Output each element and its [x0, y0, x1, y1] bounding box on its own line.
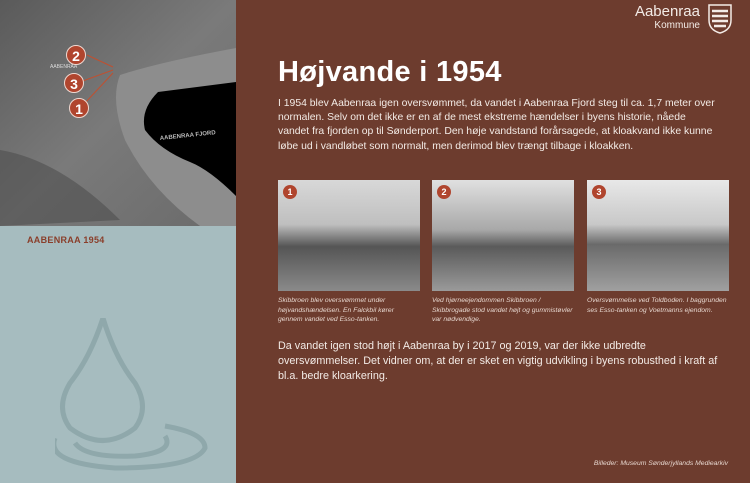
photo-caption-1: Skibbroen blev oversvømmet under højvandshændelsen. En Falckbil kører gennem vandet ved Esso-tanken. — [278, 297, 394, 323]
aabenraa-kommune-logo[interactable] — [635, 4, 732, 34]
photo-2[interactable] — [432, 180, 574, 291]
image-credit: Billeder: Museum Sønderjyllands Mediearkiv — [593, 460, 728, 467]
intro-paragraph: I 1954 blev Aabenraa igen oversvømmet, da vandet i Aabenraa Fjord steg til ca. 1,7 meter over normalen. Selv om det ikke er en af de mest ekstreme hændelser i byens historie, nåede vandet fra fjorden op til Sønderport. Den høje vandstand forårsagede, at kloakvand ikke kunne løbe ud i vandløbet som normalt, men derimod blev trængt tilbage i kloakken. — [278, 98, 715, 152]
brand-sub: Kommune — [654, 20, 700, 31]
photo-3[interactable] — [587, 180, 729, 291]
photo-number: 2 — [437, 185, 451, 199]
page-title: Højvande i 1954 — [278, 56, 502, 88]
map-graphic — [0, 0, 236, 226]
photo-1[interactable] — [278, 180, 420, 291]
town-label: AABENRAA — [50, 64, 78, 70]
photo-caption-2: Ved hjørneejendommen Skibbroen / Skibbrogade stod vandet højt og gummistøvler var nødvendige. — [432, 297, 573, 323]
left-panel — [0, 0, 236, 483]
photo-number: 3 — [592, 185, 606, 199]
photo-number: 1 — [283, 185, 297, 199]
map-caption: AABENRAA 1954 — [27, 235, 105, 245]
water-drop-icon — [55, 318, 215, 478]
fjord-label: AABENRAA FJORD — [159, 130, 217, 142]
photo-caption-3: Oversvømmelse ved Toldboden. I baggrunden ses Esso-tanken og Voetmanns ejendom. — [587, 297, 727, 314]
map-pin-2[interactable]: 2 — [66, 45, 86, 65]
coat-of-arms-icon — [708, 4, 732, 34]
map-pin-3[interactable]: 3 — [64, 73, 84, 93]
outro-paragraph: Da vandet igen stod højt i Aabenraa by i 2017 og 2019, var der ikke udbredte oversvømmelser. Det vidner om, at der er sket en vigtig udvikling i byens robusthed i kraft af bl.a. bedre kloarkering. — [278, 340, 718, 382]
aerial-map — [0, 0, 236, 226]
map-pin-1[interactable]: 1 — [69, 98, 89, 118]
brand-name: Aabenraa — [634, 3, 700, 20]
